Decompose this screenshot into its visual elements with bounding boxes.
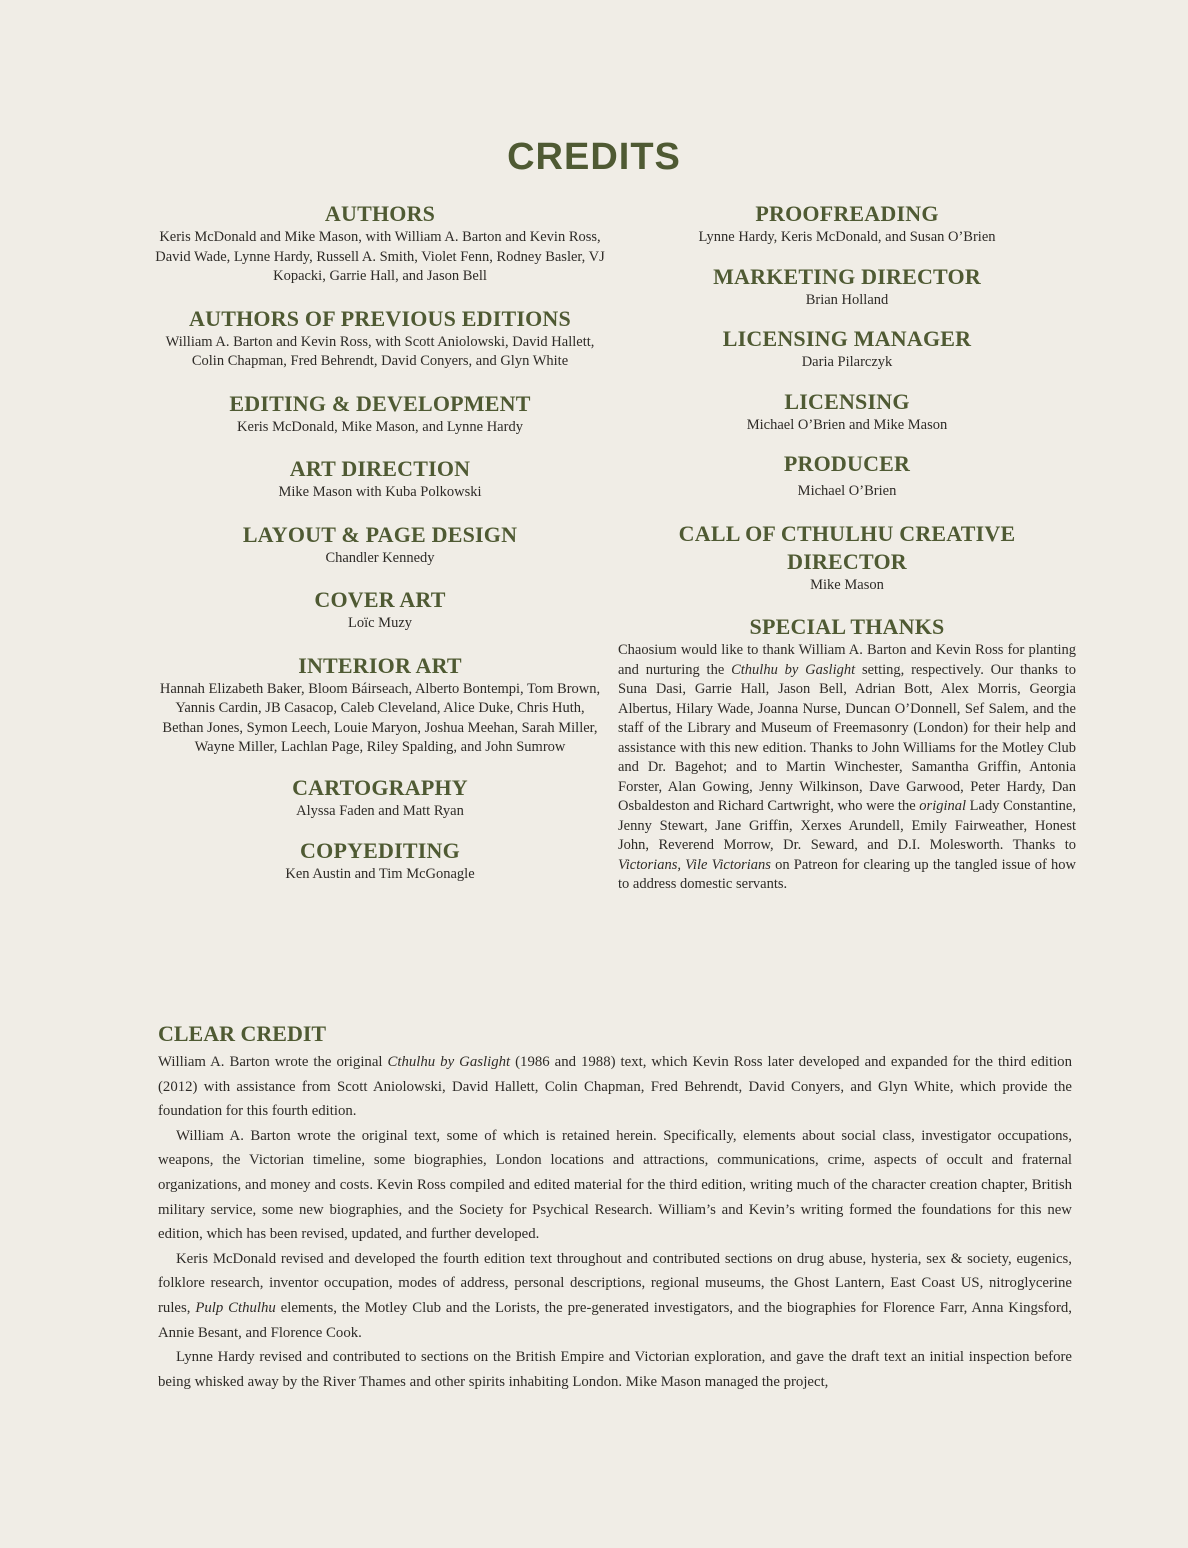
section-heading: LICENSING MANAGER [722,326,972,351]
credit-section-marketing [618,263,1076,311]
section-heading: CARTOGRAPHY [292,774,468,800]
credit-section-cover-art [155,586,605,634]
credit-section-creative-director [618,520,1076,596]
section-heading: SPECIAL THANKS [749,614,945,639]
credit-section-editing [155,390,605,438]
credit-section-previous-authors [155,305,605,372]
section-heading: CLEAR CREDIT [158,1021,327,1046]
section-body: William A. Barton and Kevin Ross, with Scott Aniolowski, David Hallett, Colin Chapman, Fred Behrendt, David Conyers, and Glyn White [165,333,595,369]
section-heading: PROOFREADING [755,201,939,226]
section-body: Daria Pilarczyk [801,354,893,370]
section-body: Mike Mason [810,576,884,593]
section-heading: CALL OF CTHULHU CREATIVE DIRECTOR [678,520,1016,574]
section-body: Loïc Muzy [347,615,413,631]
section-heading: COPYEDITING [300,838,460,863]
section-body: Mike Mason with Kuba Polkowski [278,484,482,500]
credit-section-licensing-manager [618,325,1076,373]
section-body: Hannah Elizabeth Baker, Bloom Báirseach, Alberto Bontempi, Tom Brown, Yannis Cardin, JB Casacop, Caleb Cleveland, Alice Duke, Chris Huth, Bethan Jones, Symon Leech, Louie Maryon, Joshua Meehan, Sarah Miller, Wayne Miller, Lachlan Page, Riley Spalding, and John Sumrow [159,680,601,755]
credit-section-producer [618,450,1076,502]
clear-credit-paragraph: Keris McDonald revised and developed the fourth edition text throughout and contributed sections on drug abuse, hysteria, sex & society, eugenics, folklore research, inventor occupation, modes of address, personal descriptions, regional museums, the Ghost Lantern, East Coast US, nitroglycerine rules, Pulp Cthulhu elements, the Motley Club and the Lorists, the pre-generated investigators, and the biographies for Florence Farr, Anna Kingsford, Annie Besant, and Florence Cook. [158,1250,1072,1341]
section-heading: PRODUCER [783,451,911,476]
clear-credit-paragraph: Lynne Hardy revised and contributed to sections on the British Empire and Victorian exploration, and gave the draft text an initial inspection before being whisked away by the River Thames and other spirits inhabiting London. Mike Mason managed the project, [158,1349,1072,1390]
section-body: Michael O’Brien [797,483,897,499]
section-body: Brian Holland [805,291,889,308]
section-heading: MARKETING DIRECTOR [713,263,981,289]
clear-credit-paragraph: William A. Barton wrote the original Cthulhu by Gaslight (1986 and 1988) text, which Kevin Ross later developed and expanded for the third edition (2012) with assistance from Scott Aniolowski, David Hallett, Colin Chapman, Fred Behrendt, David Conyers, and Glyn White, which provide the foundation for this fourth edition. [158,1054,1072,1120]
section-heading: AUTHORS OF PREVIOUS EDITIONS [189,305,571,331]
credit-section-authors [155,200,605,287]
section-heading: INTERIOR ART [298,652,462,678]
credit-section-cartography [155,774,605,822]
section-body: Alyssa Faden and Matt Ryan [296,802,464,819]
credit-section-licensing [618,388,1076,436]
credit-section-proofreading [618,200,1076,248]
special-thanks-body: Chaosium would like to thank William A. Barton and Kevin Ross for planting and nurturing the Cthulhu by Gaslight setting, respectively. Our thanks to Suna Dasi, Garrie Hall, Jason Bell, Adrian Bott, Alex Morris, Georgia Albertus, Hilary Wade, Joanna Nurse, Duncan O’Donnell, Sef Salem, and the staff of the Library and Museum of Freemasonry (London) for their help and assistance with this new edition. Thanks to John Williams for the Motley Club and Dr. Bagehot; and to Martin Winchester, Samantha Griffin, Antonia Forster, Alan Gowing, Jenny Wilkinson, Dave Garwood, Peter Hardy, Dan Osbaldeston and Richard Cartwright, who were the original Lady Constantine, Jenny Stewart, Jane Griffin, Xerxes Arundell, Emily Fairweather, Honest John, Reverend Morrow, Dr. Seward, and D.I. Molesworth. Thanks to Victorians, Vile Victorians on Patreon for clearing up the tangled issue of how to address domestic servants. [618,642,1076,892]
section-heading: LAYOUT & PAGE DESIGN [242,521,518,547]
section-body: Chandler Kennedy [325,549,435,566]
credit-section-art-direction [155,455,605,503]
section-heading: LICENSING [784,388,910,414]
special-thanks-section [618,613,1076,895]
credits-left-column [155,200,605,885]
section-heading: EDITING & DEVELOPMENT [229,390,531,416]
section-heading: ART DIRECTION [289,456,471,481]
clear-credit-paragraph: William A. Barton wrote the original text, some of which is retained herein. Specifically, elements about social class, investigator occupations, weapons, the Victorian timeline, some biographies, London locations and attractions, communications, crime, aspects of occult and fraternal organizations, and money and costs. Kevin Ross compiled and edited material for the third edition, writing much of the character creation chapter, British military service, some new biographies, and the Society for Psychical Research. William’s and Kevin’s writing formed the foundations for this new edition, which has been revised, updated, and further developed. [158,1127,1072,1243]
credit-section-copyediting [155,837,605,885]
section-body: Keris McDonald and Mike Mason, with William A. Barton and Kevin Ross, David Wade, Lynne Hardy, Russell A. Smith, Violet Fenn, Rodney Basler, VJ Kopacki, Garrie Hall, and Jason Bell [155,229,605,284]
section-body: Keris McDonald, Mike Mason, and Lynne Hardy [237,418,523,435]
page-title: CREDITS [507,136,681,178]
clear-credit-section [158,1020,1072,1394]
section-body: Ken Austin and Tim McGonagle [285,866,475,882]
section-heading: AUTHORS [324,201,436,226]
credits-right-column [618,200,1076,895]
section-body: Lynne Hardy, Keris McDonald, and Susan O’Brien [698,229,996,245]
credit-section-layout [155,521,605,569]
section-body: Michael O’Brien and Mike Mason [746,416,948,433]
section-heading: COVER ART [314,587,446,612]
credit-section-interior-art [155,652,605,758]
